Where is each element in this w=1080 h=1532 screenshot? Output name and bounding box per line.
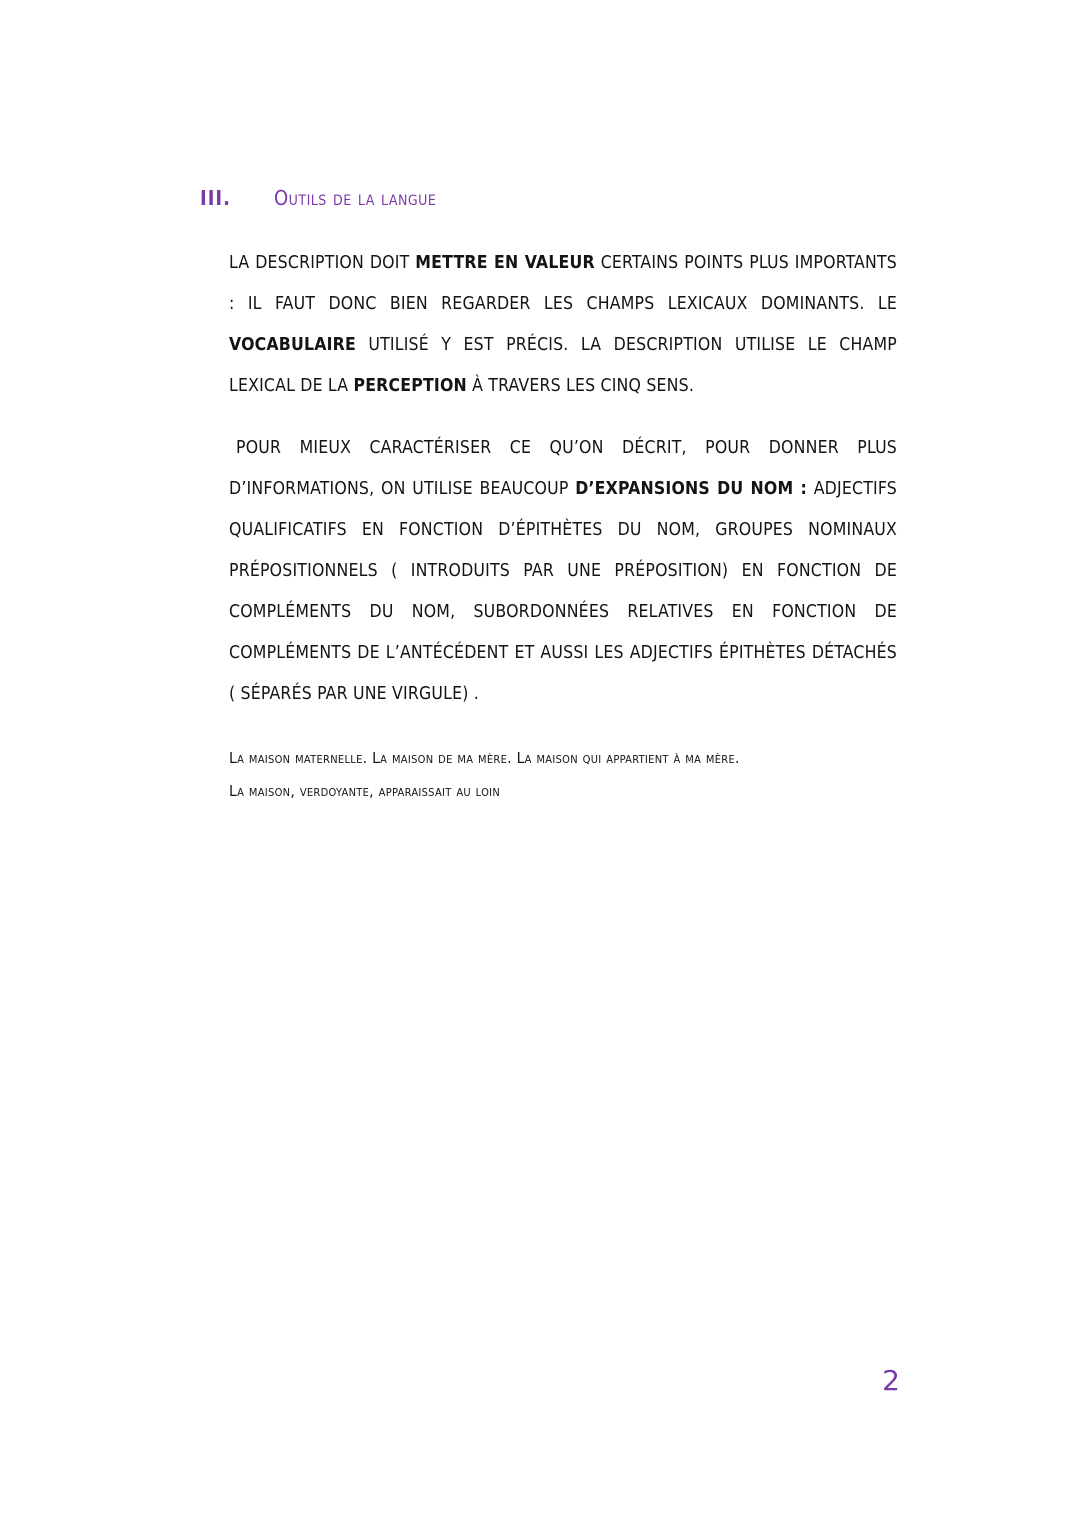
paragraph-description-vocabulary <box>229 243 897 407</box>
emphasis-expansions-du-nom: D’EXPANSIONS DU NOM : <box>575 479 808 499</box>
paragraph-text: CERTAINS POINTS PLUS IMPORTANTS : IL FAUT DONC BIEN REGARDER LES CHAMPS LEXICAUX DOMINANTS. LE <box>229 253 897 314</box>
section-heading <box>200 186 900 216</box>
emphasis-perception: PERCEPTION <box>353 376 467 396</box>
paragraph-text: POUR MIEUX CARACTÉRISER CE QU’ON DÉCRIT, POUR DONNER PLUS D’INFORMATIONS, ON UTILISE BEAUCOUP <box>229 438 897 499</box>
emphasis-mettre-en-valeur: METTRE EN VALEUR <box>415 253 595 273</box>
example-line: La maison maternelle. La maison de ma mère. La maison qui appartient à ma mère. <box>229 749 740 767</box>
paragraph-noun-expansions <box>229 428 897 715</box>
section-number: III. <box>200 186 231 210</box>
example-sentences <box>229 742 919 808</box>
paragraph-text: LA DESCRIPTION DOIT <box>229 253 416 273</box>
section-title: Outils de la langue <box>274 186 437 210</box>
paragraph-text: À TRAVERS LES CINQ SENS. <box>466 376 695 396</box>
example-line: La maison, verdoyante, apparaissait au loin <box>229 782 501 800</box>
paragraph-text: UTILISÉ Y EST PRÉCIS. LA DESCRIPTION UTILISE LE CHAMP LEXICAL DE LA <box>229 335 897 396</box>
emphasis-vocabulaire: VOCABULAIRE <box>229 335 356 355</box>
paragraph-text: ADJECTIFS QUALIFICATIFS EN FONCTION D’ÉPITHÈTES DU NOM, GROUPES NOMINAUX PRÉPOSITIONNELS ( INTRODUITS PAR UNE PRÉPOSITION) EN FONCTION DE COMPLÉMENTS DU NOM, SUBORDONNÉES RELATIVES EN FONCTION DE COMPLÉMENTS DE L’ANTÉCÉDENT ET AUSSI LES ADJECTIFS ÉPITHÈTES DÉTACHÉS ( SÉPARÉS PAR UNE VIRGULE) . <box>229 479 897 704</box>
page-number: 2 <box>882 1364 900 1397</box>
